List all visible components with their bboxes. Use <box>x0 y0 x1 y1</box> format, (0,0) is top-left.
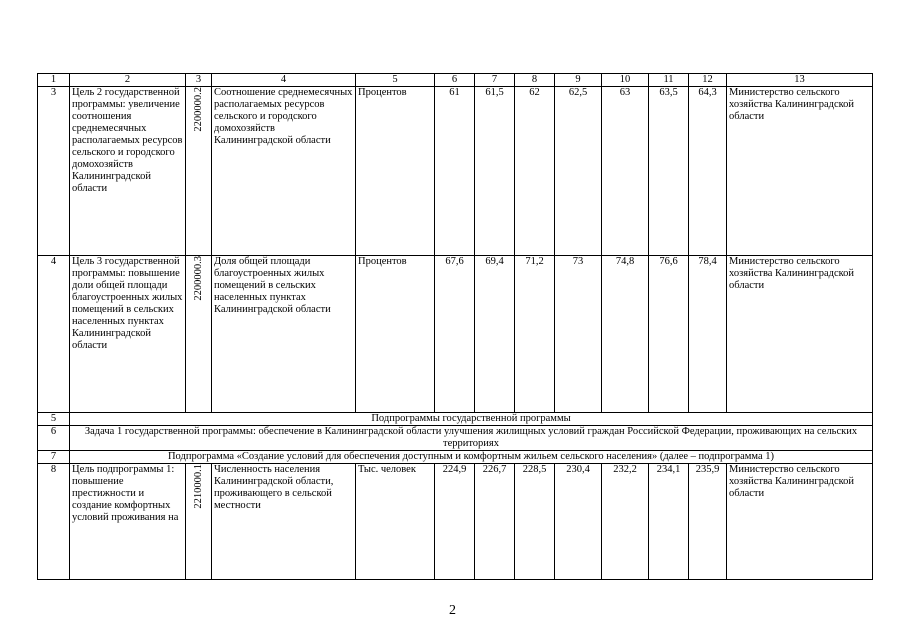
code-text: 2200000.3 <box>192 256 204 301</box>
value-cell: 73 <box>555 256 602 413</box>
goal-cell: Цель подпрограммы 1: повышение престижности и создание комфортных условий проживания на <box>70 464 186 580</box>
row-number: 4 <box>38 256 70 413</box>
indicator-cell: Соотношение среднемесячных располагаемых ресурсов сельского и городского домохозяйств Калининградской области <box>212 87 356 256</box>
goal-cell: Цель 3 государственной программы: повышение доли общей площади благоустроенных жилых помещений в сельских населенных пунктах Калининградской области <box>70 256 186 413</box>
responsible-cell: Министерство сельского хозяйства Калининградской области <box>727 464 873 580</box>
header-cell: 1 <box>38 74 70 87</box>
value-cell: 71,2 <box>515 256 555 413</box>
section-title: Подпрограммы государственной программы <box>70 413 873 426</box>
value-cell: 62,5 <box>555 87 602 256</box>
task-title: Задача 1 государственной программы: обеспечение в Калининградской области улучшения жилищных условий граждан Российской Федерации, проживающих на сельских территориях <box>70 426 873 451</box>
header-cell: 10 <box>602 74 649 87</box>
code-text: 2200000.2 <box>192 87 204 132</box>
value-cell: 234,1 <box>649 464 689 580</box>
value-cell: 61 <box>435 87 475 256</box>
table-row <box>38 451 873 464</box>
code-cell <box>186 87 212 256</box>
row-number: 6 <box>38 426 70 451</box>
header-cell: 13 <box>727 74 873 87</box>
header-cell: 8 <box>515 74 555 87</box>
indicator-cell: Доля общей площади благоустроенных жилых помещений в сельских населенных пунктах Калининградской области <box>212 256 356 413</box>
header-cell: 4 <box>212 74 356 87</box>
indicators-table <box>37 73 873 580</box>
responsible-cell: Министерство сельского хозяйства Калининградской области <box>727 87 873 256</box>
value-cell: 230,4 <box>555 464 602 580</box>
value-cell: 226,7 <box>475 464 515 580</box>
unit-cell: Процентов <box>356 256 435 413</box>
value-cell: 228,5 <box>515 464 555 580</box>
code-text: 2210000.1 <box>192 464 204 509</box>
value-cell: 224,9 <box>435 464 475 580</box>
value-cell: 69,4 <box>475 256 515 413</box>
header-cell: 11 <box>649 74 689 87</box>
header-cell: 9 <box>555 74 602 87</box>
header-cell: 6 <box>435 74 475 87</box>
header-cell: 3 <box>186 74 212 87</box>
value-cell: 232,2 <box>602 464 649 580</box>
value-cell: 76,6 <box>649 256 689 413</box>
value-cell: 61,5 <box>475 87 515 256</box>
row-number: 8 <box>38 464 70 580</box>
page-number: 2 <box>449 603 456 618</box>
value-cell: 74,8 <box>602 256 649 413</box>
value-cell: 63 <box>602 87 649 256</box>
row-number: 3 <box>38 87 70 256</box>
header-cell: 12 <box>689 74 727 87</box>
table-row <box>38 87 873 256</box>
value-cell: 78,4 <box>689 256 727 413</box>
table-row <box>38 413 873 426</box>
value-cell: 64,3 <box>689 87 727 256</box>
unit-cell: Процентов <box>356 87 435 256</box>
code-cell <box>186 256 212 413</box>
goal-cell: Цель 2 государственной программы: увеличение соотношения среднемесячных располагаемых ресурсов сельского и городского домохозяйств Калининградской области <box>70 87 186 256</box>
subprogram-title: Подпрограмма «Создание условий для обеспечения доступным и комфортным жильем сельского населения» (далее – подпрограмма 1) <box>70 451 873 464</box>
table-row <box>38 256 873 413</box>
row-number: 5 <box>38 413 70 426</box>
row-number: 7 <box>38 451 70 464</box>
header-cell: 5 <box>356 74 435 87</box>
table-row <box>38 426 873 451</box>
value-cell: 62 <box>515 87 555 256</box>
indicator-cell: Численность населения Калининградской области, проживающего в сельской местности <box>212 464 356 580</box>
responsible-cell: Министерство сельского хозяйства Калининградской области <box>727 256 873 413</box>
header-cell: 2 <box>70 74 186 87</box>
code-cell <box>186 464 212 580</box>
unit-cell: Тыс. человек <box>356 464 435 580</box>
value-cell: 67,6 <box>435 256 475 413</box>
table-row <box>38 464 873 580</box>
header-cell: 7 <box>475 74 515 87</box>
value-cell: 235,9 <box>689 464 727 580</box>
value-cell: 63,5 <box>649 87 689 256</box>
header-row <box>38 74 873 87</box>
